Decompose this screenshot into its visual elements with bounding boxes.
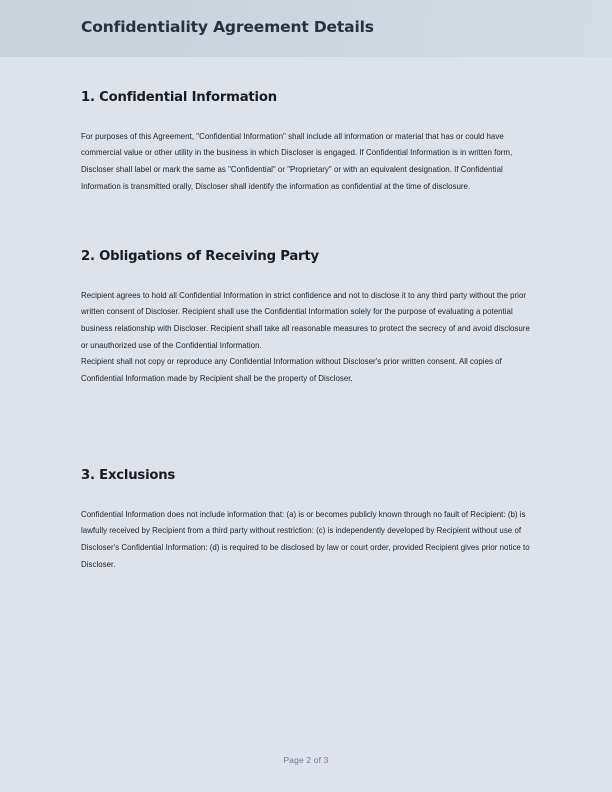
section-obligations-of-receiving-party xyxy=(81,249,533,386)
section-paragraph: Recipient shall not copy or reproduce any Confidential Information without Discloser's prior written consent. All copies of Confidential Information made by Recipient shall be the property of Discloser. xyxy=(81,356,502,383)
document-header-band xyxy=(0,0,612,57)
section-heading: 2. Obligations of Receiving Party xyxy=(81,249,319,264)
section-exclusions xyxy=(81,468,533,572)
section-confidential-information xyxy=(81,90,533,194)
section-heading: 3. Exclusions xyxy=(81,468,176,483)
page-number-label: Page 2 of 3 xyxy=(283,755,329,765)
section-heading: 1. Confidential Information xyxy=(81,90,277,105)
section-paragraph: Recipient agrees to hold all Confidential Information in strict confidence and not to disclose it to any third party without the prior written consent of Discloser. Recipient shall use the Confidential Information solely for the purpose of evaluating a potential business relationship with Discloser. Recipient shall take all reasonable measures to protect the secrecy of and avoid disclosure or unauthorized use of the Confidential Information. xyxy=(81,289,530,350)
document-body xyxy=(0,57,612,792)
page-title: Confidentiality Agreement Details xyxy=(81,18,374,36)
section-paragraph: Confidential Information does not include information that: (a) is or becomes publicly known through no fault of Recipient: (b) is lawfully received by Recipient from a third party without restriction: (c) is independently developed by Recipient without use of Discloser's Confidential Information: (d) is required to be disclosed by law or court order, provided Recipient gives prior notice to Discloser. xyxy=(81,508,530,569)
section-paragraph: For purposes of this Agreement, "Confidential Information" shall include all information or material that has or could have commercial value or other utility in the business in which Discloser is engaged. If Confidential Information is in written form, Discloser shall label or mark the same as "Confidential" or "Proprietary" or with an equivalent designation. If Confidential Information is transmitted orally, Discloser shall identify the information as confidential at the time of disclosure. xyxy=(81,130,513,191)
document-footer xyxy=(0,750,612,768)
